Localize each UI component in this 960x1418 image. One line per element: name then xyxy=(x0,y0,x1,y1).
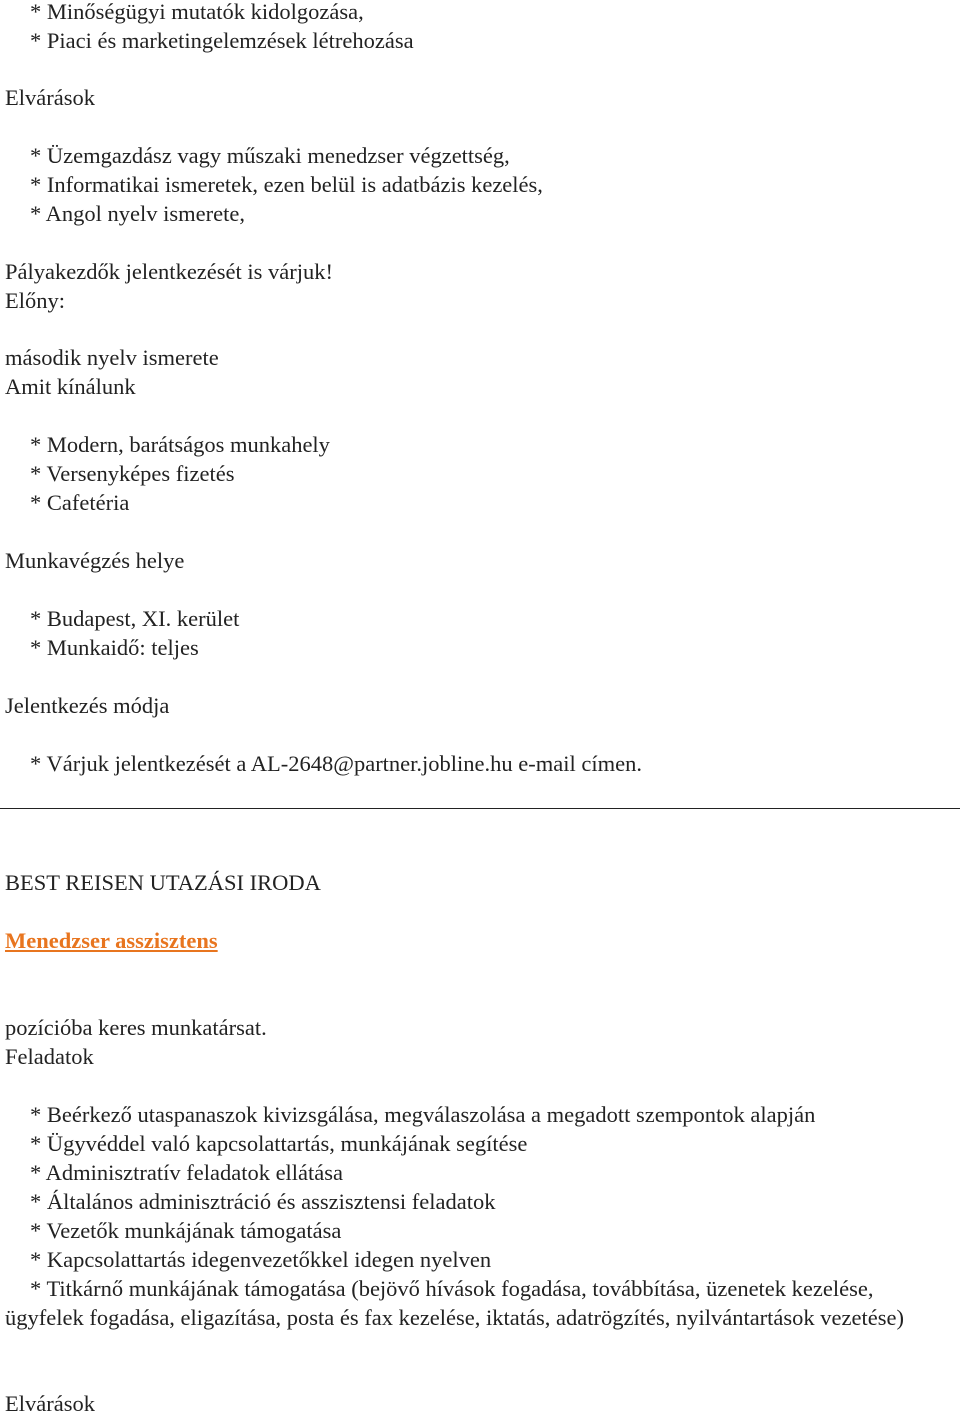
task-item: * Vezetők munkájának támogatása xyxy=(30,1218,342,1243)
apply-heading: Jelentkezés módja xyxy=(5,693,170,718)
advantage-text: második nyelv ismerete xyxy=(5,345,219,370)
apply-text: * Várjuk jelentkezését a AL-2648@partner.jobline.hu e-mail címen. xyxy=(30,751,642,776)
offer-item: * Versenyképes fizetés xyxy=(30,461,235,486)
task-item: * Ügyvéddel való kapcsolattartás, munkájának segítése xyxy=(30,1131,528,1156)
task-item: * Minőségügyi mutatók kidolgozása, xyxy=(30,0,364,24)
position-link[interactable]: Menedzser asszisztens xyxy=(5,928,218,953)
task-item-long: * Titkárnő munkájának támogatása (bejövő hívások fogadása, továbbítása, üzenetek kezelése, ügyfelek fogadása, eligazítása, posta és fax kezelése, iktatás, adatrögzítés, nyilvántartások vezetése) xyxy=(5,1276,904,1330)
requirement-item: * Angol nyelv ismerete, xyxy=(30,201,245,226)
advantage-heading: Előny: xyxy=(5,288,65,313)
task-item: * Beérkező utaspanaszok kivizsgálása, megválaszolása a megadott szempontok alapján xyxy=(30,1102,816,1127)
location-item: * Budapest, XI. kerület xyxy=(30,606,240,631)
requirements-heading: Elvárások xyxy=(5,85,95,110)
task-item: * Általános adminisztráció és asszisztensi feladatok xyxy=(30,1189,496,1214)
requirement-item: * Üzemgazdász vagy műszaki menedzser végzettség, xyxy=(30,143,510,168)
location-heading: Munkavégzés helye xyxy=(5,548,185,573)
tasks-heading: Feladatok xyxy=(5,1044,94,1069)
offer-item: * Cafetéria xyxy=(30,490,130,515)
section-divider xyxy=(0,808,960,809)
offer-heading: Amit kínálunk xyxy=(5,374,136,399)
task-item: * Piaci és marketingelemzések létrehozása xyxy=(30,28,414,53)
task-item: * Kapcsolattartás idegenvezetőkkel idegen nyelven xyxy=(30,1247,492,1272)
beginners-note: Pályakezdők jelentkezését is várjuk! xyxy=(5,259,333,284)
position-suffix: pozícióba keres munkatársat. xyxy=(5,1015,267,1040)
requirement-item: * Informatikai ismeretek, ezen belül is adatbázis kezelés, xyxy=(30,172,543,197)
company-name: BEST REISEN UTAZÁSI IRODA xyxy=(5,870,321,895)
offer-item: * Modern, barátságos munkahely xyxy=(30,432,330,457)
requirements-heading: Elvárások xyxy=(5,1391,95,1416)
location-item: * Munkaidő: teljes xyxy=(30,635,199,660)
task-item: * Adminisztratív feladatok ellátása xyxy=(30,1160,344,1185)
